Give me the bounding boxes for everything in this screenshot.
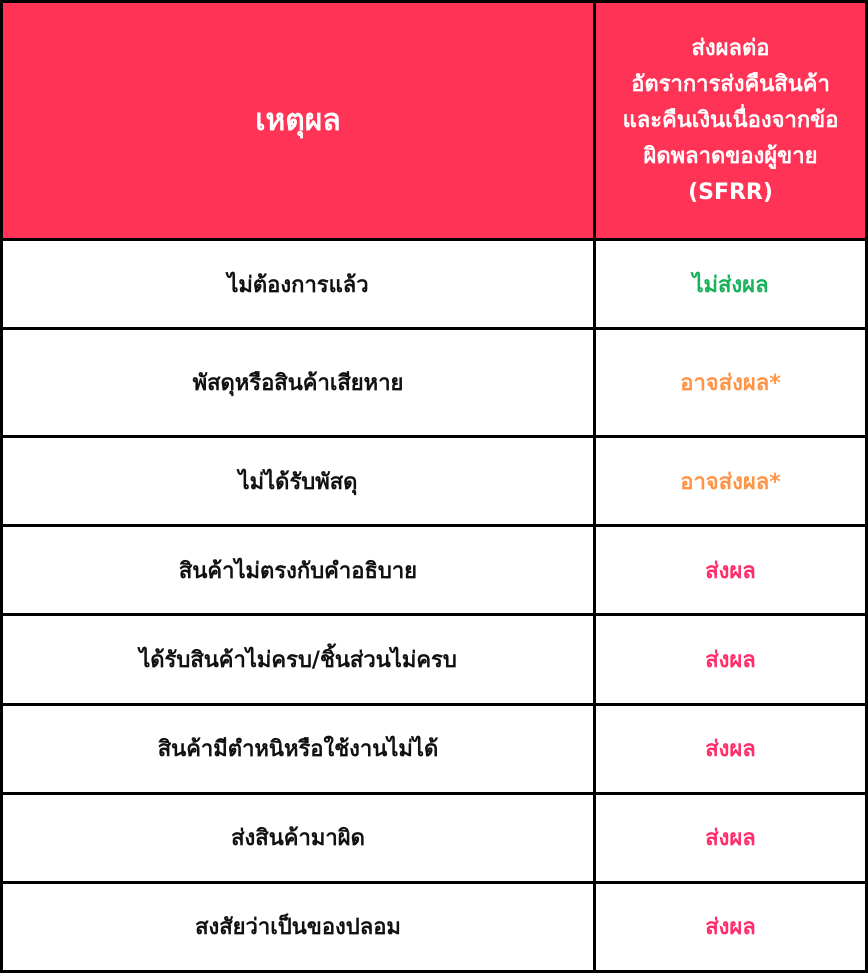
impact-column-header [595,2,867,240]
impact-cell: ไม่ส่งผล [595,240,867,329]
table-row [2,704,867,793]
impact-cell: อาจส่งผล* [595,437,867,526]
impact-header-line: ผิดพลาดของผู้ขาย [643,143,818,169]
table-row [2,437,867,526]
reason-cell: สงสัยว่าเป็นของปลอม [2,882,595,971]
table-row [2,793,867,882]
header-row [2,2,867,240]
reason-cell: ได้รับสินค้าไม่ครบ/ชิ้นส่วนไม่ครบ [2,615,595,704]
reason-cell: สินค้ามีตำหนิหรือใช้งานไม่ได้ [2,704,595,793]
reason-column-header: เหตุผล [2,2,595,240]
reason-cell: สินค้าไม่ตรงกับคำอธิบาย [2,526,595,615]
impact-cell: ส่งผล [595,793,867,882]
reason-cell: พัสดุหรือสินค้าเสียหาย [2,329,595,437]
table-row [2,882,867,971]
impact-cell: ส่งผล [595,526,867,615]
table-header [2,2,867,240]
reason-cell: ส่งสินค้ามาผิด [2,793,595,882]
impact-cell: อาจส่งผล* [595,329,867,437]
impact-header-line: ส่งผลต่อ [691,35,770,61]
table-body [2,240,867,972]
table-row [2,329,867,437]
reason-cell: ไม่ต้องการแล้ว [2,240,595,329]
impact-header-line: และคืนเงินเนื่องจากข้อ [622,107,839,133]
impact-cell: ส่งผล [595,704,867,793]
reason-cell: ไม่ได้รับพัสดุ [2,437,595,526]
impact-cell: ส่งผล [595,615,867,704]
table-row [2,526,867,615]
impact-header-line: อัตราการส่งคืนสินค้า [631,71,830,97]
impact-header-line: (SFRR) [688,179,773,205]
table-row [2,240,867,329]
impact-cell: ส่งผล [595,882,867,971]
table-row [2,615,867,704]
